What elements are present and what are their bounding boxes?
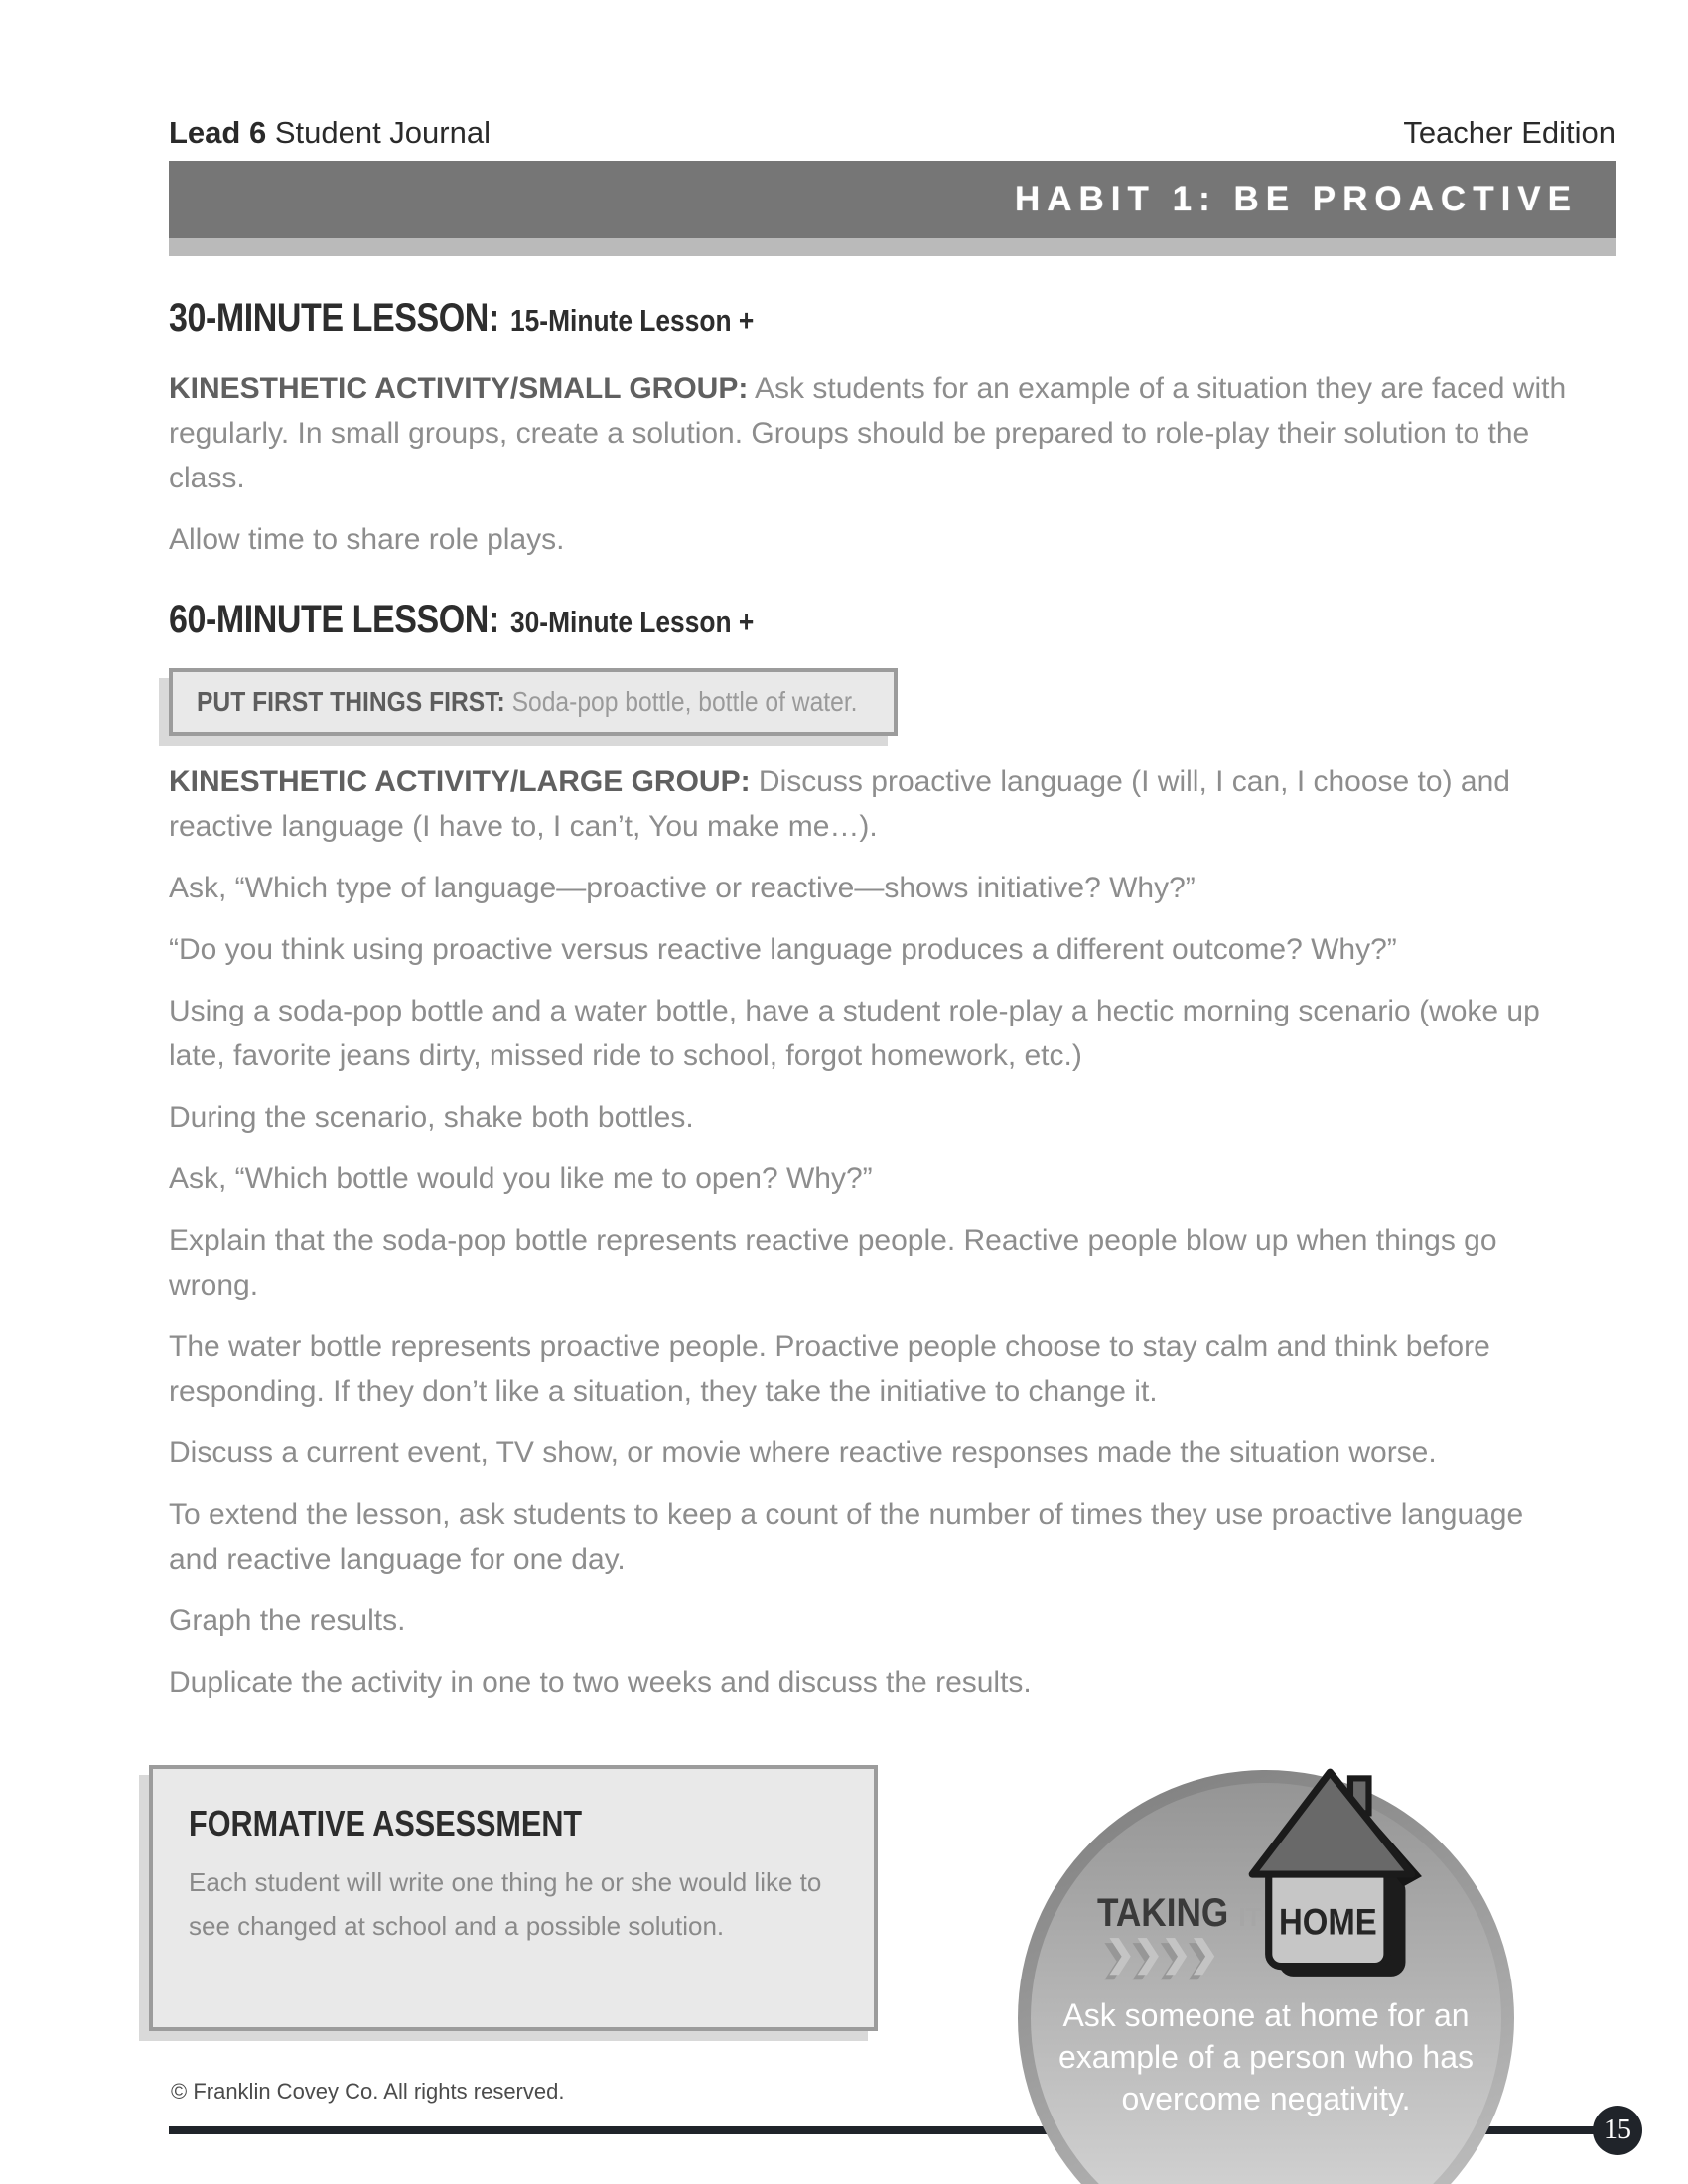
lesson60-paragraph: The water bottle represents proactive people. Proactive people choose to stay calm and think before responding. If they don’t like a situation, they take the initiative to change it. xyxy=(169,1330,1490,1408)
it-word: IT xyxy=(1238,1902,1262,1932)
lesson60-paragraph: Duplicate the activity in one to two weeks and discuss the results. xyxy=(169,1666,1032,1699)
journal-title-regular: Student Journal xyxy=(266,115,491,150)
journal-title xyxy=(169,115,491,151)
lesson60-paragraph: “Do you think using proactive versus reactive language produces a different outcome? Why?” xyxy=(169,933,1397,966)
lesson60-heading xyxy=(169,598,1579,642)
chevron-arrows-icon xyxy=(1105,1933,1217,1975)
lesson30-paragraph-share: Allow time to share role plays. xyxy=(169,523,565,556)
lesson60-heading-main: 60-MINUTE LESSON: xyxy=(169,598,499,641)
formative-assessment-box xyxy=(149,1765,878,2031)
lesson30-heading-main: 30-MINUTE LESSON: xyxy=(169,296,499,340)
taking-word: TAKING xyxy=(1097,1891,1229,1935)
taking-it-home-medallion xyxy=(1018,1770,1514,2184)
lesson60-paragraph: To extend the lesson, ask students to keep a count of the number of times they use proactive language and reactive language for one day. xyxy=(169,1498,1524,1575)
lesson30-heading xyxy=(169,296,1579,341)
journal-title-bold: Lead 6 xyxy=(169,115,267,150)
habit-banner xyxy=(169,161,1616,238)
taking-it-home-body: Ask someone at home for an example of a person who has overcome negativity. xyxy=(1057,1997,1475,2116)
put-first-things-first-line xyxy=(197,686,858,718)
small-group-text: Ask students for an example of a situation they are faced with regularly. In small groups, create a solution. Groups should be prepared to role-play their solution to the class. xyxy=(169,372,1567,494)
page-number-badge xyxy=(1593,2106,1642,2155)
put-first-label: PUT FIRST THINGS FIRST: xyxy=(197,686,505,717)
home-house-icon xyxy=(1244,1764,1423,1980)
lesson-content xyxy=(169,296,1579,1705)
lesson60-paragraph: Ask, “Which type of language—proactive or reactive—shows initiative? Why?” xyxy=(169,872,1196,904)
put-first-things-first-box xyxy=(169,668,898,736)
lesson60-paragraph: Graph the results. xyxy=(169,1604,406,1637)
lesson60-paragraph-large-group xyxy=(169,759,1579,849)
copyright-notice: © Franklin Covey Co. All rights reserved. xyxy=(171,2079,565,2104)
chevron-icon: ❯ xyxy=(1161,1933,1192,1974)
page-number: 15 xyxy=(1604,2115,1631,2145)
lesson60-heading-sub: 30-Minute Lesson + xyxy=(509,605,754,639)
lesson60-paragraphs xyxy=(169,866,1579,1705)
lesson30-paragraph-small-group xyxy=(169,366,1579,500)
lesson60-paragraph: During the scenario, shake both bottles. xyxy=(169,1101,694,1134)
taking-it-home-title xyxy=(1097,1891,1261,1936)
formative-assessment-title: FORMATIVE ASSESSMENT xyxy=(189,1803,583,1843)
formative-assessment-body: Each student will write one thing he or she would like to see changed at school and a possible solution. xyxy=(189,1867,822,1941)
lesson60-paragraph: Using a soda-pop bottle and a water bottle, have a student role-play a hectic morning scenario (woke up late, favorite jeans dirty, missed ride to school, forgot homework, etc.) xyxy=(169,995,1540,1072)
chevron-icon: ❯ xyxy=(1189,1933,1219,1974)
put-first-text: Soda-pop bottle, bottle of water. xyxy=(504,686,858,717)
masthead xyxy=(169,0,1616,151)
edition-label: Teacher Edition xyxy=(1403,115,1616,150)
lesson60-paragraph: Explain that the soda-pop bottle represents reactive people. Reactive people blow up when things go wrong. xyxy=(169,1224,1497,1301)
chevron-icon: ❯ xyxy=(1133,1933,1164,1974)
chevron-icon: ❯ xyxy=(1105,1933,1136,1974)
lesson60-paragraph: Discuss a current event, TV show, or movie where reactive responses made the situation worse. xyxy=(169,1436,1437,1469)
lesson60-paragraph: Ask, “Which bottle would you like me to open? Why?” xyxy=(169,1162,873,1195)
habit-banner-title: HABIT 1: BE PROACTIVE xyxy=(1014,180,1578,218)
lesson30-heading-sub: 15-Minute Lesson + xyxy=(509,303,754,338)
habit-banner-strip xyxy=(169,238,1616,256)
small-group-label: KINESTHETIC ACTIVITY/SMALL GROUP: xyxy=(169,372,749,405)
home-word: HOME xyxy=(1278,1900,1377,1943)
large-group-text: Discuss proactive language (I will, I can, I choose to) and reactive language (I have to, I can’t, You make me…). xyxy=(169,765,1510,843)
large-group-label: KINESTHETIC ACTIVITY/LARGE GROUP: xyxy=(169,765,751,798)
